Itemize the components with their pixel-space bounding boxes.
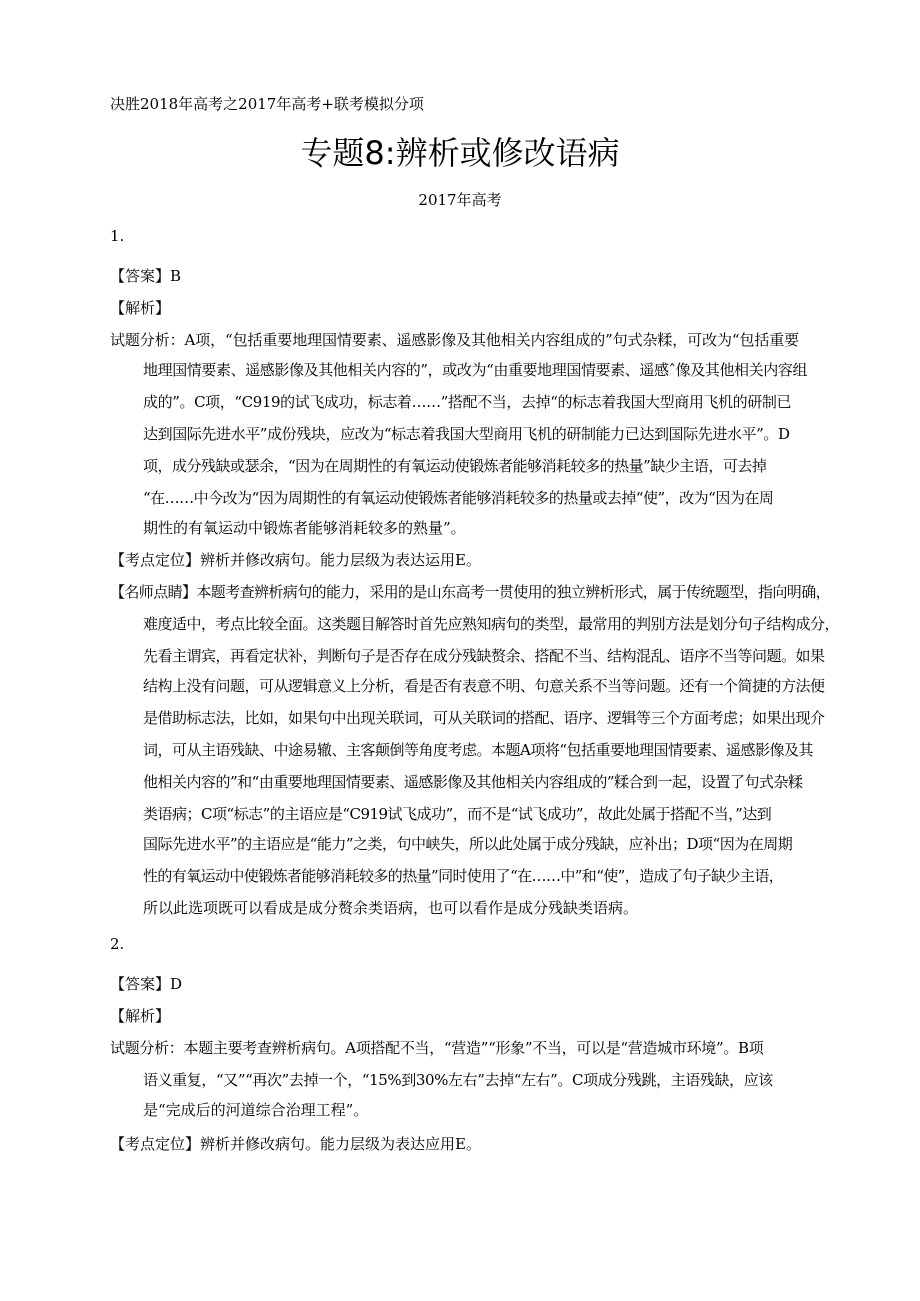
document-header: 决胜2018年高考之2017年高考+联考模拟分项 — [110, 95, 424, 113]
mingshi-line: 难度适中，考点比较全面。这类题目解答时首先应熟知病句的类型，最常用的判别方法是划分句子结构成分， — [143, 615, 840, 633]
analysis-line: 期性的有氧运动中锻炼者能够消耗较多的熟量”。 — [143, 519, 466, 537]
answer-line: 【答案】D — [110, 975, 183, 993]
mingshi-line: 是借助标志法，比如，如果句中出现关联词，可从关联词的搭配、语序、逻辑等三个方面考虑；如果出现介 — [143, 709, 825, 727]
question-number: 2. — [110, 935, 125, 953]
mingshi-line: 结构上没有问题，可从逻辑意义上分析，看是否有表意不明、句意关系不当等问题。还有一个简捷的方法便 — [143, 677, 825, 695]
kaodian-line: 【考点定位】辨析并修改病句。能力层级为表达运用E。 — [110, 551, 481, 569]
analysis-line: 达到国际先进水平”成份残块，应改为“标志着我国大型商用飞机的研制能力已达到国际先进水平”。D — [143, 425, 790, 443]
analysis-line: “在……中今改为“因为周期性的有氧运动使锻炼者能够消耗较多的热量或去掉“使”，改为“因为在周 — [143, 489, 774, 507]
analysis-line: 试题分析：A项，“包括重要地理国情要素、遥感影像及其他相关内容组成的”句式杂糅，可改为“包括重要 — [110, 331, 800, 349]
mingshi-line: 先看主谓宾，再看定状补，判断句子是否存在成分残缺赘余、搭配不当、结构混乱、语序不当等问题。如果 — [143, 647, 825, 665]
kaodian-line: 【考点定位】辨析并修改病句。能力层级为表达应用E。 — [110, 1135, 481, 1153]
mingshi-line: 他相关内容的”和“由重要地理国情要素、遥感影像及其他相关内容组成的”糅合到一起，设置了句式杂糅 — [143, 773, 803, 791]
question-number: 1. — [110, 227, 125, 245]
analysis-line: 是“完成后的河道综合治理工程”。 — [143, 1101, 369, 1119]
document-title: 专题8:辨析或修改语病 — [300, 134, 620, 172]
analysis-line: 成的”。C项，“C919的试飞成功，标志着……”搭配不当，去掉“的标志着我国大型商用飞机的研制已 — [143, 393, 792, 411]
answer-line: 【答案】B — [110, 267, 182, 285]
analysis-line: 项，成分残缺或瑟余，“因为在周期性的有氧运动使锻炼者能够消耗较多的热量”缺少主语，可去掉 — [143, 457, 767, 475]
mingshi-line: 词，可从主语残缺、中途易辙、主客颠倒等角度考虑。本题A项将“包括重要地理国情要素、遥感影像及其 — [143, 741, 814, 759]
analysis-line: 试题分析：本题主要考查辨析病句。A项搭配不当，“营造”“形象”不当，可以是“营造城市环境”。B项 — [110, 1039, 764, 1057]
mingshi-line: 类语病；C项“标志”的主语应是“C919试飞成功”，而不是“试飞成功”，故此处属于搭配不当，”达到 — [143, 805, 772, 823]
analysis-line: 地理国情要素、遥感影像及其他相关内容的”，或改为“由重要地理国情要素、遥感ˆ像及其他相关内容组 — [143, 361, 808, 379]
mingshi-line: 性的有氧运动中使锻炼者能够消耗较多的热量”同时使用了“在……中”和“使”，造成了句子缺少主语， — [143, 867, 784, 885]
mingshi-line: 国际先进水平”的主语应是“能力”之类，句中峡失，所以此处属于成分残缺，应补出；D项“因为在周期 — [143, 835, 793, 853]
analysis-line: 语义重复，“又”“再次”去掉一个，“15%到30%左右”去掉“左右”。C项成分残跳，主语残缺，应该 — [143, 1071, 773, 1089]
analysis-label: 【解析】 — [110, 299, 171, 317]
analysis-label: 【解析】 — [110, 1007, 171, 1025]
document-subtitle: 2017年高考 — [418, 191, 502, 209]
mingshi-line: 【名师点睛】本题考查辨析病句的能力，采用的是山东高考一贯使用的独立辨析形式，属于传统题型，指向明确， — [110, 583, 831, 601]
mingshi-line: 所以此选项既可以看成是成分赘余类语病，也可以看作是成分残缺类语病。 — [143, 899, 639, 917]
